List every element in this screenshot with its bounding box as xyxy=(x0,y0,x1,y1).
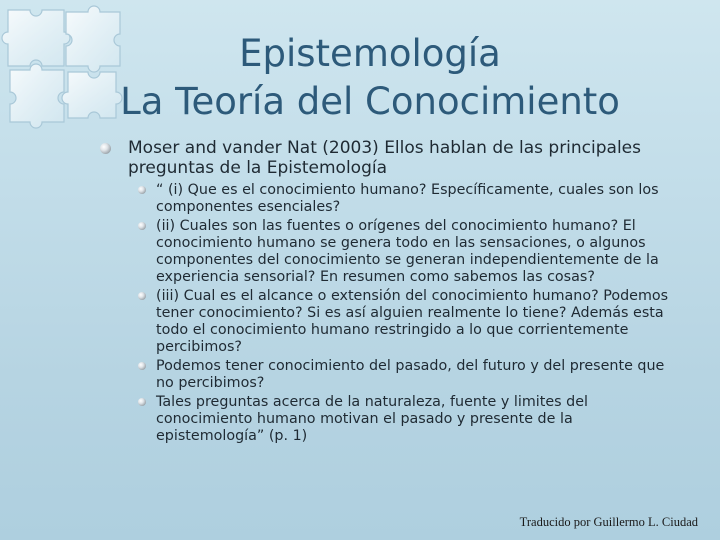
slide-content xyxy=(100,138,680,447)
footer-credit: Traducido por Guillermo L. Ciudad xyxy=(519,515,698,529)
sub-bullet-item xyxy=(136,358,680,392)
sub-bullet-item xyxy=(136,288,680,356)
bullet-icon xyxy=(138,292,146,300)
sub-bullet-item xyxy=(136,394,680,445)
title-line-2: La Teoría del Conocimiento xyxy=(120,80,620,123)
sub-bullet-item xyxy=(136,218,680,286)
bullet-icon xyxy=(138,362,146,370)
sub-bullet-text: Podemos tener conocimiento del pasado, del futuro y del presente que no percibimos? xyxy=(156,358,665,391)
slide-title xyxy=(90,30,650,126)
bullet-icon xyxy=(138,398,146,406)
main-bullet xyxy=(100,138,680,178)
bullet-icon xyxy=(138,186,146,194)
sub-bullet-text: Tales preguntas acerca de la naturaleza, fuente y limites del conocimiento humano motivan el pasado y presente de la epistemología” (p. 1) xyxy=(156,394,588,444)
title-line-1: Epistemología xyxy=(239,32,501,75)
bullet-icon xyxy=(138,222,146,230)
sub-bullet-text: “ (i) Que es el conocimiento humano? Específicamente, cuales son los componentes esenciales? xyxy=(156,182,659,215)
sub-bullet-list xyxy=(136,182,680,445)
main-bullet-text: Moser and vander Nat (2003) Ellos hablan de las principales preguntas de la Epistemología xyxy=(128,138,641,178)
bullet-icon xyxy=(100,143,111,154)
sub-bullet-text: (ii) Cuales son las fuentes o orígenes del conocimiento humano? El conocimiento humano se genera todo en las sensaciones, o algunos componentes del conocimiento se generan independientemente de la experiencia sensorial? En resumen como sabemos las cosas? xyxy=(156,218,659,285)
sub-bullet-item xyxy=(136,182,680,216)
sub-bullet-text: (iii) Cual es el alcance o extensión del conocimiento humano? Podemos tener conocimiento? Si es así alguien realmente lo tiene? Además esta todo el conocimiento humano restringido a lo que corrientemente percibimos? xyxy=(156,288,669,355)
